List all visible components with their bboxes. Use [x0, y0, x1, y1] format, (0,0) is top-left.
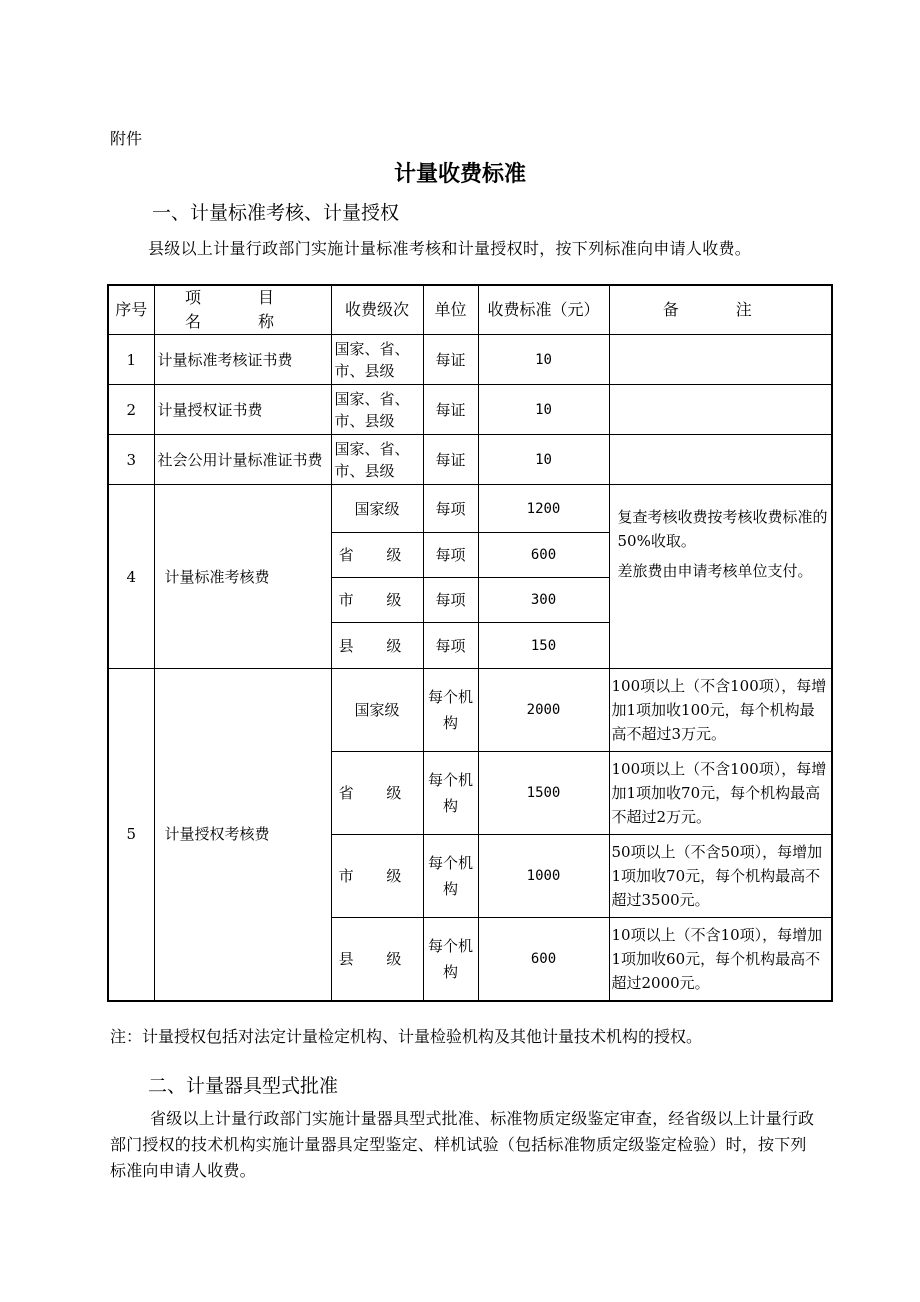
row-remark	[609, 485, 832, 669]
row-remark	[609, 435, 832, 485]
row-unit: 每项	[423, 623, 478, 669]
section2-heading: 二、计量器具型式批准	[148, 1075, 339, 1097]
row-unit: 每个机构	[423, 752, 478, 835]
row-fee: 1200	[478, 485, 609, 533]
remark-recheck: 复查考核收费按考核收费标准的50%收取。	[617, 508, 828, 550]
header-remark: 备 注	[609, 285, 832, 335]
row-level: 国家级	[331, 485, 423, 533]
section2-paragraph: 省级以上计量行政部门实施计量器具型式批准、标准物质定级鉴定审查，经省级以上计量行政部门授权的技术机构实施计量器具定型鉴定、样机试验（包括标准物质定级鉴定检验）时，按下列标准向申请人收费。	[110, 1109, 815, 1180]
row-remark: 100项以上（不含100项），每增加1项加收100元，每个机构最高不超过3万元。	[609, 669, 832, 752]
header-item-name: 项 目 名 称	[154, 285, 331, 335]
row-no: 2	[108, 385, 154, 435]
header-fee: 收费标准（元）	[478, 285, 609, 335]
row-unit: 每项	[423, 578, 478, 623]
table-header-row	[108, 285, 832, 335]
row-remark: 50项以上（不含50项），每增加1项加收70元，每个机构最高不超过3500元。	[609, 835, 832, 918]
table-row	[108, 485, 832, 533]
row-level: 国家、省、市、县级	[331, 335, 423, 385]
table-row	[108, 435, 832, 485]
row-level: 县 级	[331, 918, 423, 1001]
row-fee: 150	[478, 623, 609, 669]
row-fee: 1500	[478, 752, 609, 835]
row-level: 市 级	[331, 835, 423, 918]
row-unit: 每项	[423, 485, 478, 533]
row-unit: 每证	[423, 335, 478, 385]
table-row	[108, 669, 832, 752]
row-fee: 300	[478, 578, 609, 623]
row-level: 县 级	[331, 623, 423, 669]
row-unit: 每个机构	[423, 835, 478, 918]
row-item-name: 计量标准考核费	[154, 485, 331, 669]
row-unit: 每个机构	[423, 669, 478, 752]
row-fee: 1000	[478, 835, 609, 918]
table-footnote: 注：计量授权包括对法定计量检定机构、计量检验机构及其他计量技术机构的授权。	[110, 1027, 703, 1046]
row-unit: 每证	[423, 435, 478, 485]
row-unit: 每个机构	[423, 918, 478, 1001]
row-unit: 每证	[423, 385, 478, 435]
table-row	[108, 385, 832, 435]
header-no: 序号	[108, 285, 154, 335]
page-title: 计量收费标准	[393, 161, 526, 187]
row-no: 5	[108, 669, 154, 1001]
row-no: 3	[108, 435, 154, 485]
row-level: 国家级	[331, 669, 423, 752]
row-fee: 10	[478, 435, 609, 485]
row-level: 国家、省、市、县级	[331, 385, 423, 435]
row-fee: 600	[478, 918, 609, 1001]
row-item-name: 计量授权证书费	[154, 385, 331, 435]
row-item-name: 计量标准考核证书费	[154, 335, 331, 385]
table-row	[108, 335, 832, 385]
row-fee: 2000	[478, 669, 609, 752]
fee-table	[107, 284, 833, 1002]
remark-travel: 差旅费由申请考核单位支付。	[617, 562, 813, 580]
section1-heading: 一、计量标准考核、计量授权	[152, 202, 400, 224]
row-unit: 每项	[423, 533, 478, 578]
row-level: 省 级	[331, 533, 423, 578]
row-no: 4	[108, 485, 154, 669]
row-no: 1	[108, 335, 154, 385]
header-level: 收费级次	[331, 285, 423, 335]
row-fee: 10	[478, 335, 609, 385]
header-unit: 单位	[423, 285, 478, 335]
row-remark: 10项以上（不含10项），每增加1项加收60元，每个机构最高不超过2000元。	[609, 918, 832, 1001]
row-remark	[609, 335, 832, 385]
row-fee: 10	[478, 385, 609, 435]
row-level: 国家、省、市、县级	[331, 435, 423, 485]
row-item-name: 计量授权考核费	[154, 669, 331, 1001]
row-remark: 100项以上（不含100项），每增加1项加收70元，每个机构最高不超过2万元。	[609, 752, 832, 835]
row-remark	[609, 385, 832, 435]
attachment-label: 附件	[110, 129, 143, 148]
row-fee: 600	[478, 533, 609, 578]
row-level: 省 级	[331, 752, 423, 835]
row-item-name: 社会公用计量标准证书费	[154, 435, 331, 485]
row-level: 市 级	[331, 578, 423, 623]
section1-intro: 县级以上计量行政部门实施计量标准考核和计量授权时，按下列标准向申请人收费。	[148, 239, 752, 258]
